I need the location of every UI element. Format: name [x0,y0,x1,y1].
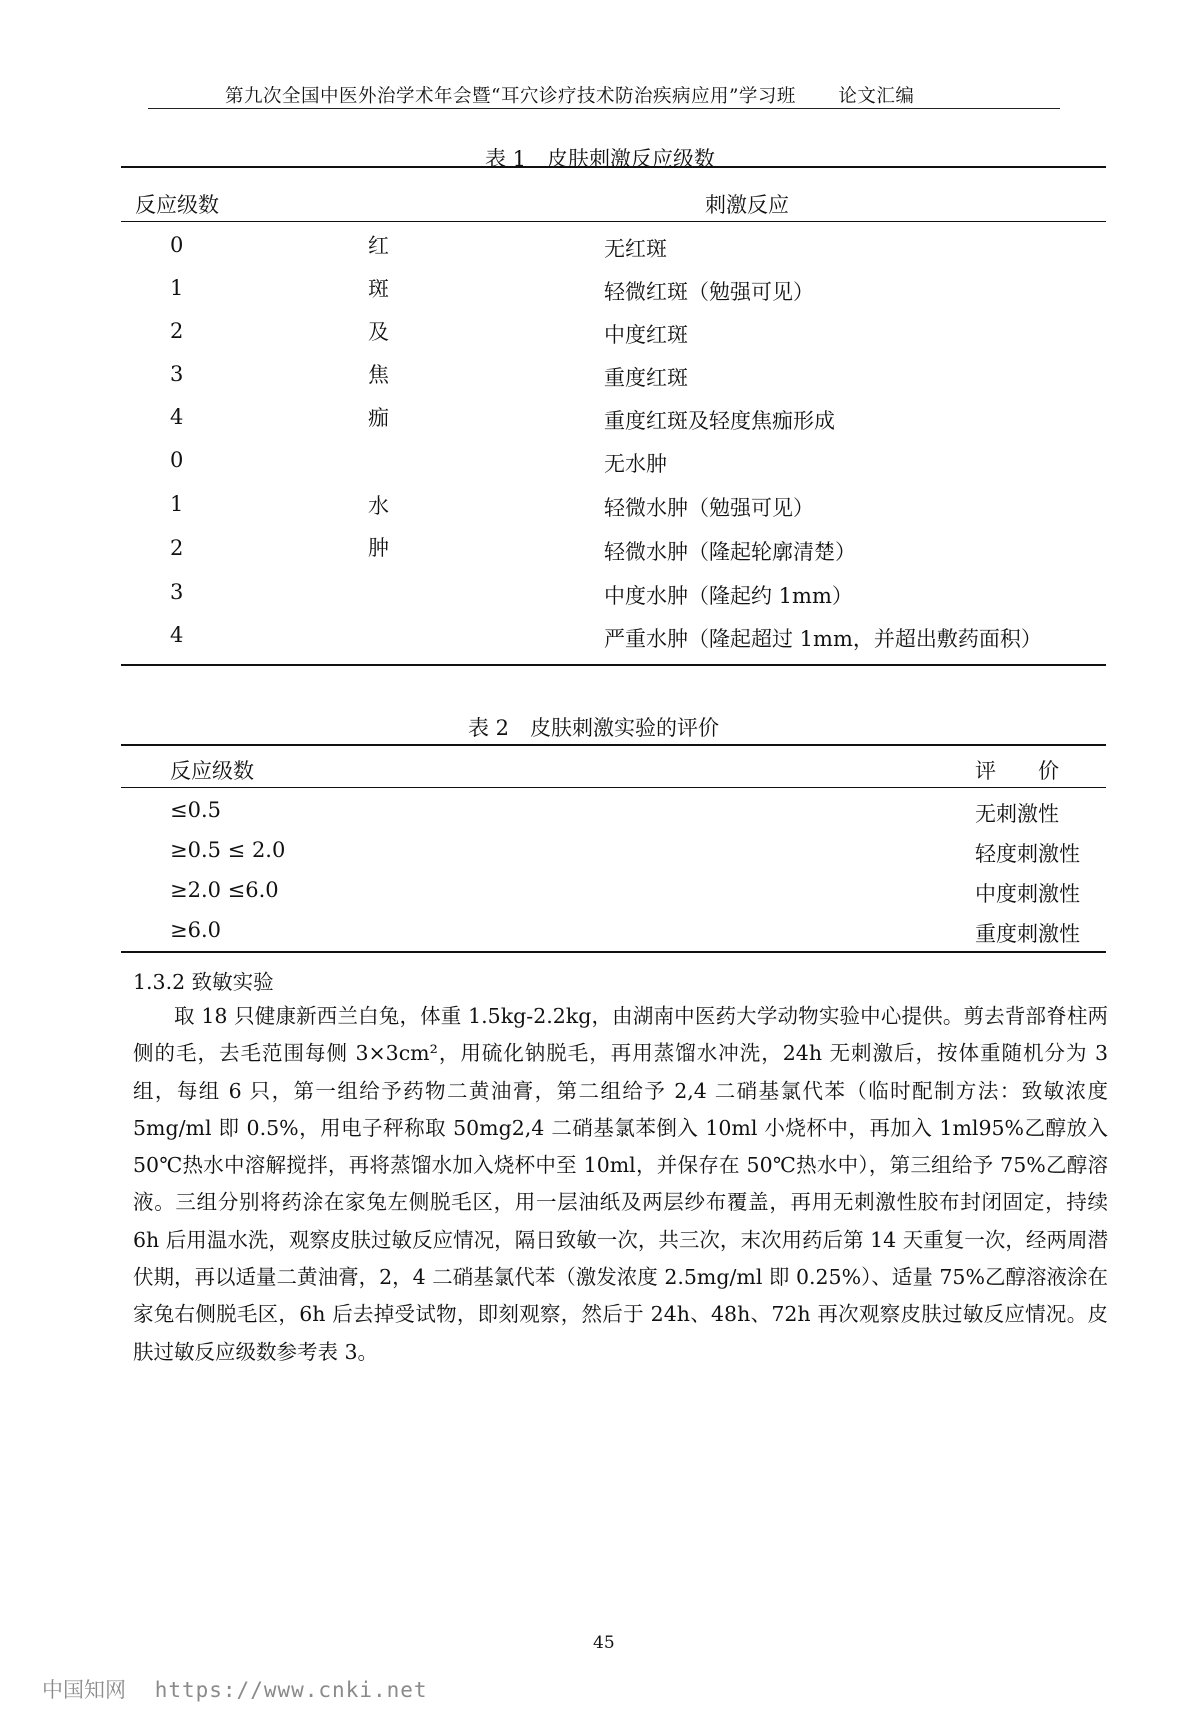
table2-row-grade: ≤0.5 [170,798,221,822]
header-title: 第九次全国中医外治学术年会暨“耳穴诊疗技术防治疾病应用”学习班 [225,86,796,107]
table2-header-grade: 反应级数 [170,759,254,783]
table1-row-reaction: 轻微红斑（勉强可见） [604,280,814,304]
table1-group-char: 红 [368,234,389,258]
table1-header-grade: 反应级数 [135,193,219,217]
footer-watermark [42,1674,428,1704]
running-header [225,82,914,108]
table1-row-grade: 2 [170,536,184,560]
table2-row-grade: ≥2.0 ≤6.0 [170,878,279,902]
table1-row-reaction: 重度红斑及轻度焦痂形成 [604,409,835,433]
table1-row-grade: 3 [170,362,184,386]
table2-bottom-rule [121,951,1106,953]
table1-group-char: 痂 [368,406,389,430]
table1-top-rule [121,166,1106,168]
table2-row-grade: ≥0.5 ≤ 2.0 [170,838,286,862]
table1-header-rule [121,221,1106,222]
table1-group-char: 斑 [368,277,389,301]
table1-row-grade: 0 [170,233,184,257]
body-paragraph [133,998,1108,1371]
footer-site-name: 中国知网 [42,1678,126,1702]
table2-top-rule [121,744,1106,746]
paragraph-text: 取 18 只健康新西兰白兔，体重 1.5kg-2.2kg，由湖南中医药大学动物实验中心提供。剪去背部脊柱两侧的毛，去毛范围每侧 3×3cm²，用硫化钠脱毛，再用蒸馏水冲洗，24h 无刺激后，按体重随机分为 3 组，每组 6 只，第一组给予药物二黄油膏，第二组给予 2,4 二硝基氯代苯（临时配制方法：致敏浓度 5mg/ml 即 0.5%，用电子秤称取 50mg2,4 二硝基氯苯倒入 10ml 小烧杯中，再加入 1ml95%乙醇放入 50℃热水中溶解搅拌，再将蒸馏水加入烧杯中至 10ml，并保存在 50℃热水中），第三组给予 75%乙醇溶液。三组分别将药涂在家兔左侧脱毛区，用一层油纸及两层纱布覆盖，再用无刺激性胶布封闭固定，持续 6h 后用温水洗，观察皮肤过敏反应情况，隔日致敏一次，共三次，末次用药后第 14 天重复一次，经两周潜伏期，再以适量二黄油膏，2，4 二硝基氯代苯（激发浓度 2.5mg/ml 即 0.25%）、适量 75%乙醇溶液涂在家兔右侧脱毛区，6h 后去掉受试物，即刻观察，然后于 24h、48h、72h 再次观察皮肤过敏反应情况。皮肤过敏反应级数参考表 3。 [133,1004,1108,1364]
table1-group-char: 肿 [368,536,389,560]
table1-row-grade: 4 [170,405,184,429]
page-number: 45 [593,1633,615,1653]
table2-caption: 表 2 皮肤刺激实验的评价 [468,716,720,740]
table1-row-reaction: 轻微水肿（隆起轮廓清楚） [604,540,856,564]
table1-row-reaction: 无红斑 [604,237,667,261]
table2-row-eval: 重度刺激性 [975,922,1080,946]
section-heading: 1.3.2 致敏实验 [133,970,274,994]
table1-bottom-rule [121,664,1106,666]
table1-row-grade: 1 [170,492,184,516]
table1-row-reaction: 中度红斑 [604,323,688,347]
table1-row-grade: 0 [170,448,184,472]
table2-row-grade: ≥6.0 [170,918,221,942]
table2-row-eval: 无刺激性 [975,802,1059,826]
table1-row-reaction: 中度水肿（隆起约 1mm） [604,584,853,608]
table1-group-char: 焦 [368,363,389,387]
table1-header-reaction: 刺激反应 [705,193,789,217]
table2-row-eval: 中度刺激性 [975,882,1080,906]
table1-row-grade: 4 [170,623,184,647]
table1-row-reaction: 严重水肿（隆起超过 1mm，并超出敷药面积） [604,627,1042,651]
table1-row-grade: 3 [170,580,184,604]
table2-header-eval: 评 价 [975,759,1059,783]
table1-row-reaction: 轻微水肿（勉强可见） [604,496,814,520]
table2-header-rule [121,787,1106,788]
table1-caption: 表 1 皮肤刺激反应级数 [485,147,716,171]
footer-url[interactable]: https://www.cnki.net [154,1678,428,1702]
table1-row-grade: 2 [170,319,184,343]
header-section: 论文汇编 [838,86,915,107]
table1-row-reaction: 重度红斑 [604,366,688,390]
header-rule [148,108,1060,109]
table1-row-grade: 1 [170,276,184,300]
table1-group-char: 及 [368,320,389,344]
table2-row-eval: 轻度刺激性 [975,842,1080,866]
table1-row-reaction: 无水肿 [604,452,667,476]
table1-group-char: 水 [368,494,389,518]
